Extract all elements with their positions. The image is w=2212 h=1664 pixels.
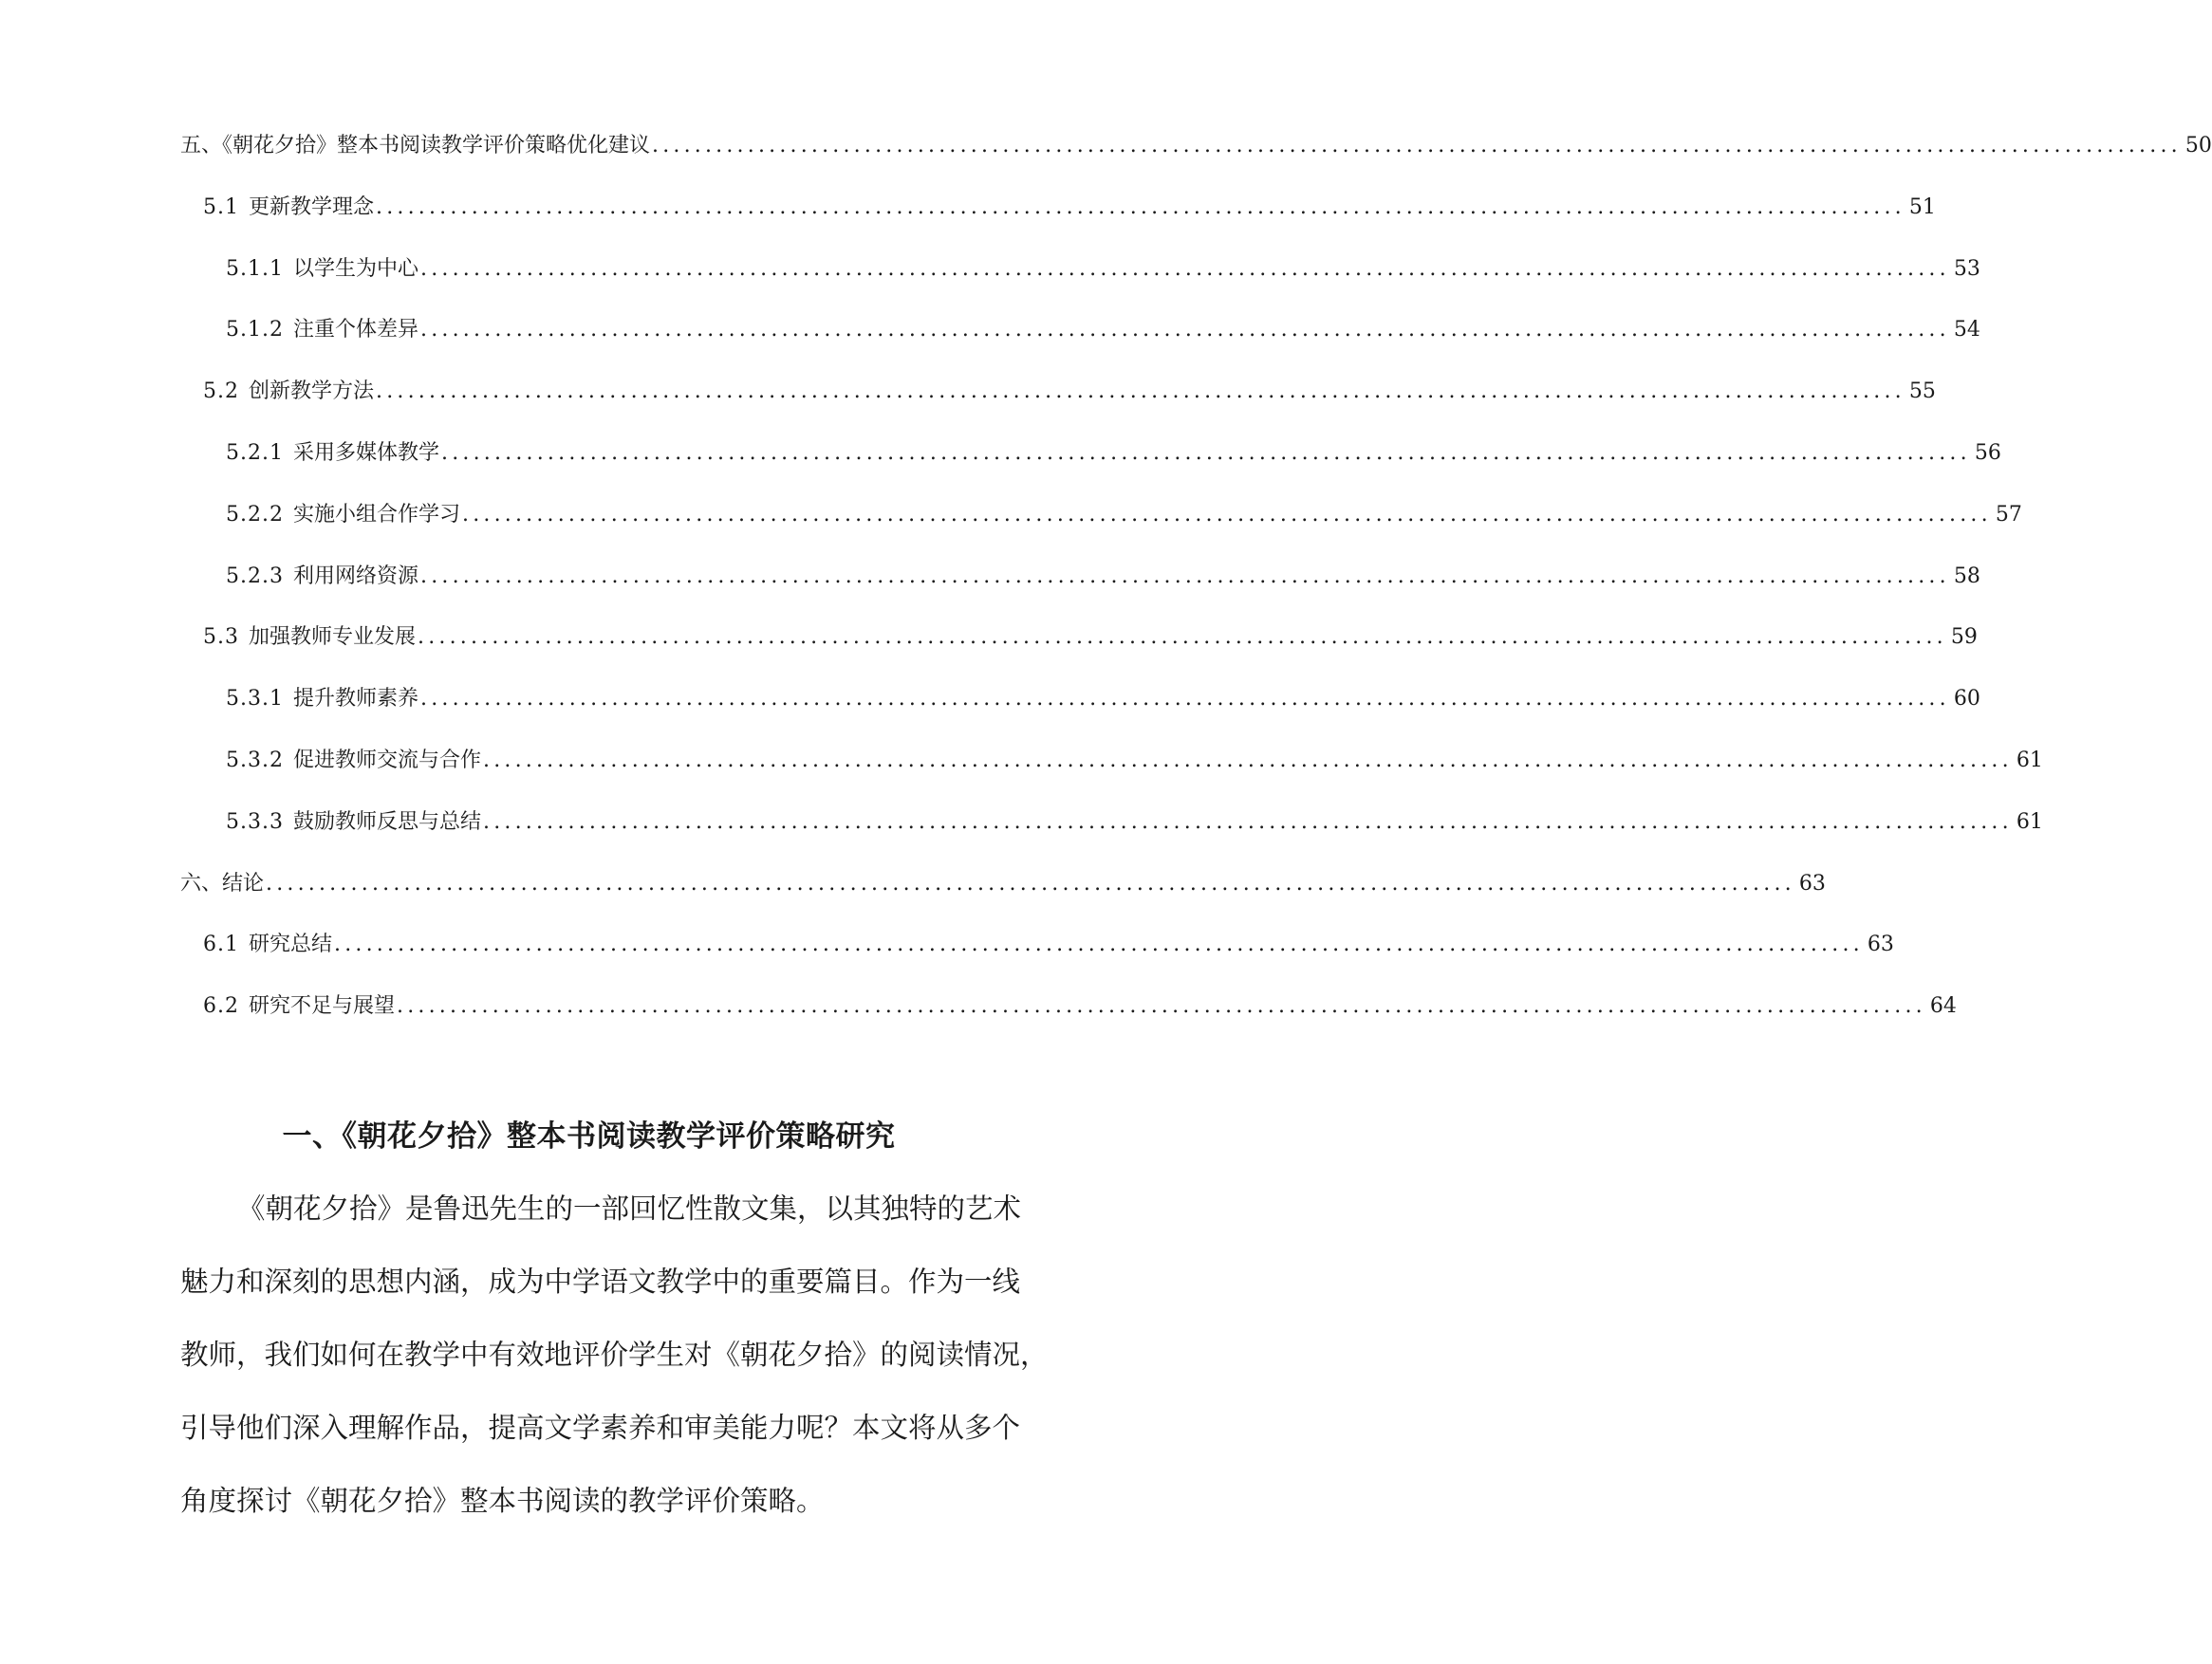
toc-page-number: 51 [1908,194,1936,219]
toc-leader-dots: ................................................................................................................................................ [418,625,1947,650]
toc-entry-number: 5.2.1 [226,440,284,465]
toc-entry-label [203,930,332,960]
toc-entry-title: 研究总结 [249,933,333,957]
toc-entry[interactable] [226,315,1980,377]
toc-entry-number: 5.2.3 [226,564,284,588]
toc-entry[interactable] [203,193,1936,254]
toc-entry[interactable] [226,254,1980,316]
toc-leader-dots: ................................................................................................................................................ [420,318,1950,342]
toc-page-number: 63 [1867,933,1894,957]
toc-entry-number: 5.1 [203,194,239,219]
paragraph-line: 引导他们深入理解作品，提高文学素养和审美能力呢？本文将从多个 [180,1412,1021,1444]
toc-entry[interactable] [226,500,2022,562]
toc-entry[interactable] [180,869,1826,931]
toc-leader-dots: ................................................................................................................................................ [420,564,1950,588]
toc-entry-title: 鼓励教师反思与总结 [292,809,481,834]
paragraph-line: 魅力和深刻的思想内涵，成为中学语文教学中的重要篇目。作为一线 [180,1266,1021,1298]
toc-entry-label [226,315,418,345]
toc-entry-title: 利用网络资源 [292,564,418,588]
toc-page-number: 61 [2016,809,2043,834]
paragraph-line: 《朝花夕拾》是鲁迅先生的一部回忆性散文集，以其独特的艺术 [237,1193,1022,1225]
toc-entry[interactable] [226,807,2043,869]
toc-entry[interactable] [203,930,1894,991]
toc-page-number: 61 [2016,748,2043,772]
toc-entry-label: 五、《朝花夕拾》整本书阅读教学评价策略优化建议 [180,134,651,157]
toc-leader-dots: ................................................................................................................................................ [376,194,1905,219]
toc-entry[interactable] [226,438,2001,500]
toc-entry-number: 5.2 [203,379,239,404]
toc-entry-title: 采用多媒体教学 [292,440,439,465]
toc-leader-dots: ................................................................................................................................................ [483,748,2013,772]
toc-entry-title: 促进教师交流与合作 [292,748,481,772]
toc-page-number: 50 [2184,134,2212,157]
toc-entry-label [226,807,481,838]
toc-entry[interactable] [203,377,1936,438]
toc-leader-dots: ................................................................................................................................................ [334,933,1864,957]
toc-entry-number: 5.3.1 [226,687,284,712]
table-of-contents [0,131,2212,1053]
toc-entry-label [203,622,416,653]
toc-leader-dots: ................................................................................................................................................ [397,994,1926,1019]
toc-entry-label [226,438,439,469]
body-paragraph [180,1173,1049,1538]
toc-entry-title: 研究不足与展望 [249,994,396,1019]
toc-leader-dots: ................................................................................................................................................ [266,871,1795,896]
toc-entry-number: 6.1 [203,933,239,957]
toc-page-number: 54 [1953,318,1980,342]
toc-page-number: 58 [1953,564,1980,588]
toc-page-number: 55 [1908,379,1936,404]
toc-entry-title: 更新教学理念 [249,194,375,219]
toc-entry-label [203,377,374,407]
toc-page-number: 53 [1953,256,1980,281]
toc-entry[interactable] [226,562,1980,623]
toc-page-number: 60 [1953,687,1980,712]
toc-entry-title: 提升教师素养 [292,687,418,712]
toc-page-number: 64 [1929,994,1957,1019]
toc-entry-title: 加强教师专业发展 [249,625,417,650]
toc-page-number: 56 [1974,440,2001,465]
toc-entry-label [226,500,460,530]
toc-entry-label [203,193,374,223]
toc-entry-number: 5.1.1 [226,256,284,281]
toc-leader-dots: ................................................................................................................................................ [441,440,1971,465]
toc-entry[interactable] [203,622,1978,684]
toc-entry[interactable] [180,131,2212,193]
toc-entry-label [226,684,418,714]
toc-entry-number: 5.3 [203,625,239,650]
section-heading: 一、《朝花夕拾》整本书阅读教学评价策略研究 [282,1119,896,1154]
toc-leader-dots: ................................................................................................................................................ [483,809,2013,834]
toc-leader-dots: ................................................................................................................................................ [420,687,1950,712]
toc-leader-dots: ................................................................................................................................................ [420,256,1950,281]
toc-entry-title: 实施小组合作学习 [292,502,460,527]
toc-entry-number: 5.3.3 [226,809,284,834]
toc-leader-dots: ................................................................................................................................................ [652,134,2182,157]
paragraph-line: 教师，我们如何在教学中有效地评价学生对《朝花夕拾》的阅读情况， [180,1339,1049,1371]
toc-leader-dots: ................................................................................................................................................ [462,502,1992,527]
toc-entry-label [226,254,418,285]
toc-entry-number: 6.2 [203,994,239,1019]
toc-entry-number: 5.3.2 [226,748,284,772]
toc-entry-title: 以学生为中心 [292,256,418,281]
toc-entry-title: 创新教学方法 [249,379,375,404]
toc-entry-label: 六、结论 [180,871,265,896]
toc-entry-title: 注重个体差异 [292,318,418,342]
toc-entry-number: 5.2.2 [226,502,284,527]
toc-leader-dots: ................................................................................................................................................ [376,379,1905,404]
toc-page-number: 63 [1798,871,1826,896]
toc-entry[interactable] [226,746,2043,807]
toc-entry[interactable] [203,991,1957,1053]
toc-entry-label [226,746,481,776]
toc-entry-label [203,991,395,1022]
toc-entry-number: 5.1.2 [226,318,284,342]
toc-entry[interactable] [226,684,1980,746]
toc-entry-label [226,562,418,592]
paragraph-line: 角度探讨《朝花夕拾》整本书阅读的教学评价策略。 [180,1485,825,1517]
toc-page-number: 57 [1995,502,2022,527]
toc-page-number: 59 [1950,625,1978,650]
